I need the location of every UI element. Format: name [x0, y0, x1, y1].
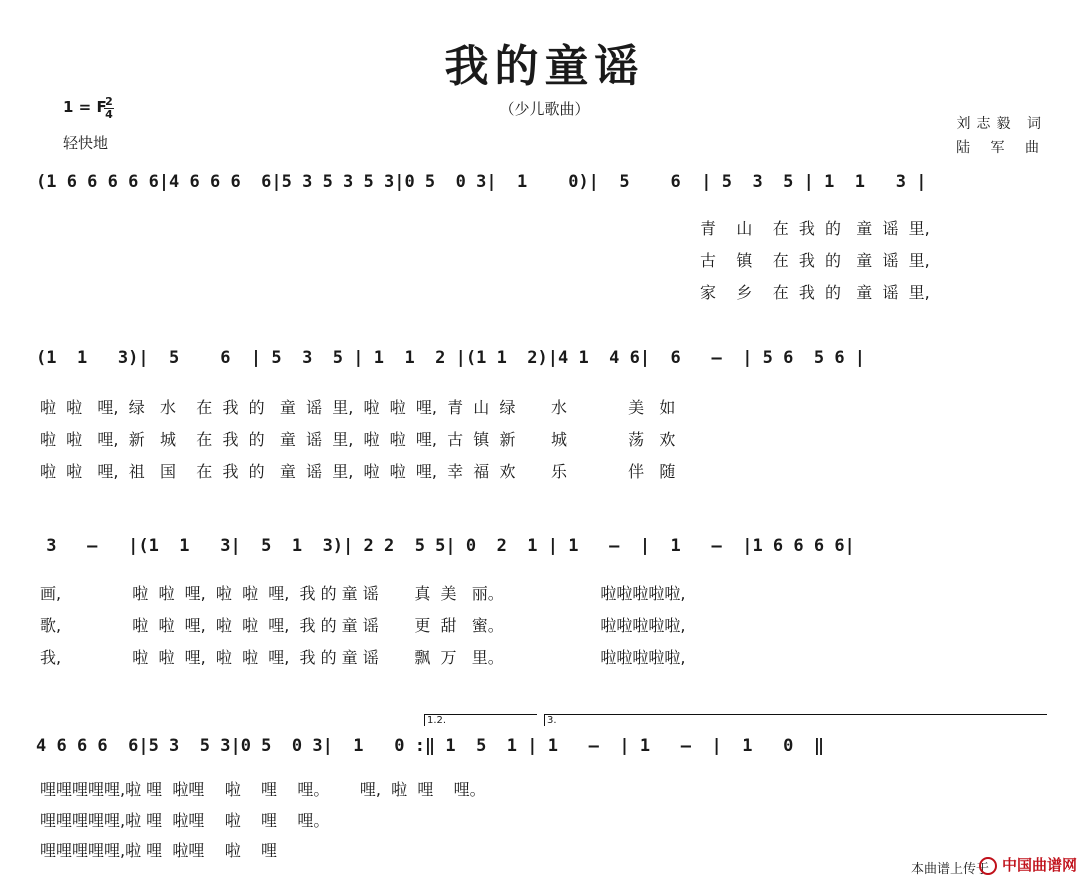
notation-line: 3 – |(1 1 3| 5 1 3)| 2 2 5 5| 0 2 1 | 1 – | 1 – |1 6 6 6 6|	[36, 536, 855, 556]
lyricist-credit: 刘志毅 词	[956, 116, 1047, 132]
tempo-marking: 轻快地	[63, 134, 109, 152]
time-bottom: 4	[105, 108, 113, 121]
lyric-line: 哩哩哩哩哩,啦 哩 啦哩 啦 哩	[40, 841, 278, 860]
volta-ending-1: 1.2.	[424, 714, 537, 726]
logo-icon	[979, 857, 997, 875]
time-top: 2	[105, 95, 113, 108]
lyric-line: 古 镇 在 我 的 童 谣 里,	[700, 251, 930, 270]
lyric-line: 青 山 在 我 的 童 谣 里,	[700, 219, 930, 238]
key-signature: 1 = F	[63, 98, 107, 116]
volta-ending-2: 3.	[544, 714, 1047, 726]
notation-line: (1 6 6 6 6 6|4 6 6 6 6|5 3 5 3 5 3|0 5 0 3| 1 0)| 5 6 | 5 3 5 | 1 1 3 |	[36, 172, 927, 192]
score-row-4	[36, 732, 1046, 764]
song-subtitle: （少儿歌曲）	[499, 100, 590, 118]
notation-line: (1 1 3)| 5 6 | 5 3 5 | 1 1 2 |(1 1 2)|4 1 4 6| 6 – | 5 6 5 6 |	[36, 348, 866, 368]
lyric-line: 哩哩哩哩哩,啦 哩 啦哩 啦 哩 哩。	[40, 811, 330, 830]
lyric-line: 啦 啦 哩, 绿 水 在 我 的 童 谣 里, 啦 啦 哩, 青 山 绿 水 美 如	[40, 398, 676, 417]
lyric-line: 画, 啦 啦 哩, 啦 啦 哩, 我 的 童 谣 真 美 丽。 啦啦啦啦啦,	[40, 584, 686, 603]
notation-line: 4 6 6 6 6|5 3 5 3|0 5 0 3| 1 0 :‖ 1 5 1 | 1 – | 1 – | 1 0 ‖	[36, 736, 825, 756]
lyric-line: 歌, 啦 啦 哩, 啦 啦 哩, 我 的 童 谣 更 甜 蜜。 啦啦啦啦啦,	[40, 616, 686, 635]
site-logo	[979, 854, 1077, 875]
score-row-3	[36, 532, 1046, 564]
lyric-line: 家 乡 在 我 的 童 谣 里,	[700, 283, 930, 302]
lyric-line: 哩哩哩哩哩,啦 哩 啦哩 啦 哩 哩。 哩, 啦 哩 哩。	[40, 780, 486, 799]
composer-credit: 陆 军 曲	[956, 140, 1047, 156]
score-row-1	[36, 168, 1046, 200]
song-title: 我的童谣	[444, 41, 645, 92]
upload-note: 本曲谱上传于	[910, 862, 989, 877]
site-logo-text: 中国曲谱网	[1001, 856, 1077, 874]
time-signature	[104, 96, 114, 121]
lyric-line: 我, 啦 啦 哩, 啦 啦 哩, 我 的 童 谣 飘 万 里。 啦啦啦啦啦,	[40, 648, 686, 667]
lyric-line: 啦 啦 哩, 新 城 在 我 的 童 谣 里, 啦 啦 哩, 古 镇 新 城 荡 欢	[40, 430, 676, 449]
lyric-line: 啦 啦 哩, 祖 国 在 我 的 童 谣 里, 啦 啦 哩, 幸 福 欢 乐 伴 随	[40, 462, 676, 481]
score-row-2	[36, 344, 1046, 376]
